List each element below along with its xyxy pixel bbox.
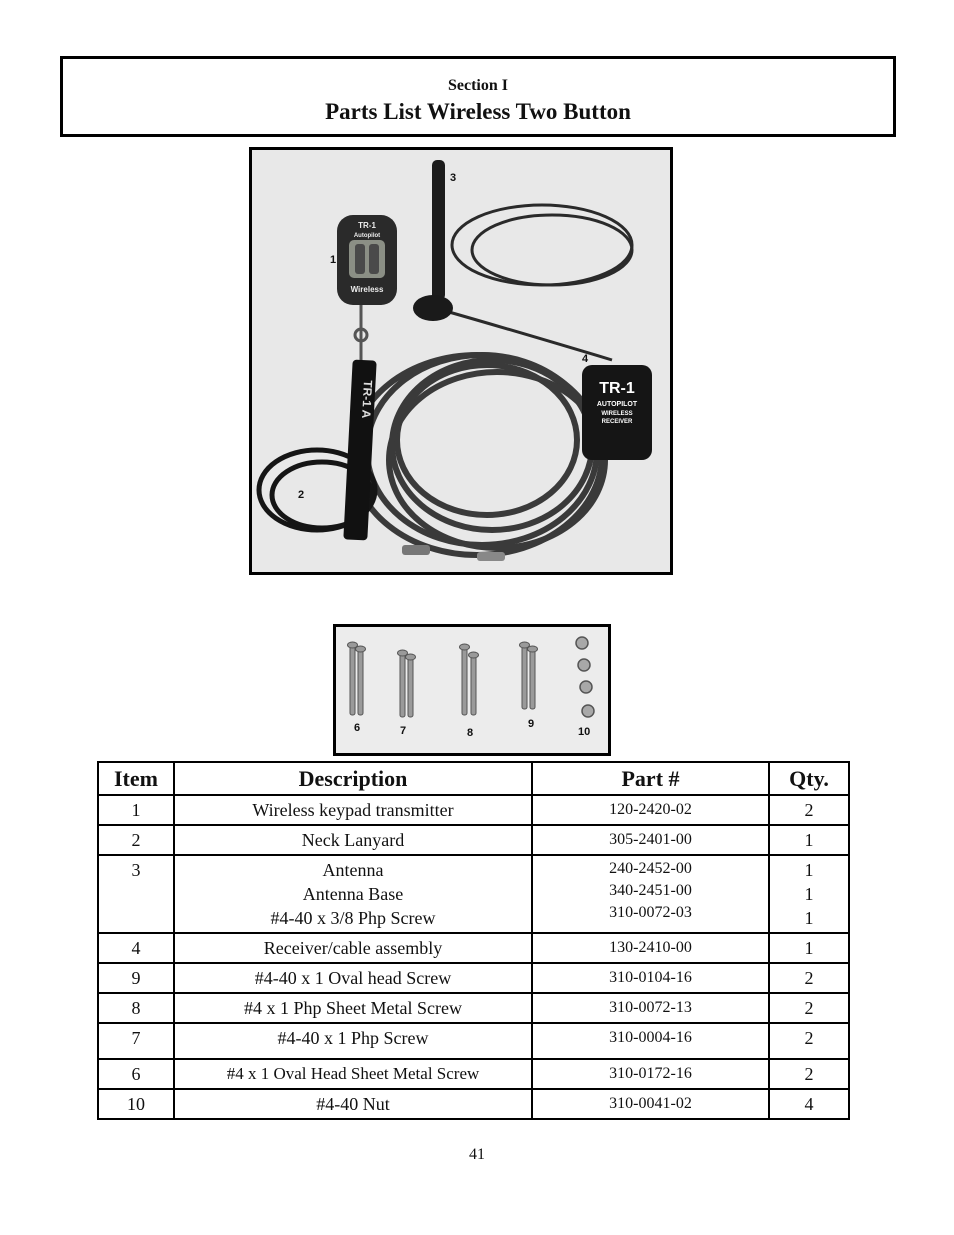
qty-cell: 2 (769, 993, 849, 1023)
description-cell: Receiver/cable assembly (174, 933, 532, 963)
table-row (98, 1059, 849, 1089)
table-row (98, 993, 849, 1023)
receiver-line1: AUTOPILOT (596, 401, 638, 408)
callout-3: 3 (450, 172, 457, 184)
receiver-brand: TR-1 (599, 380, 635, 397)
item-cell: 2 (98, 825, 174, 855)
section-label: Section I (448, 77, 508, 94)
description-cell: #4-40 x 1 Oval head Screw (174, 963, 532, 993)
hw-callout-6: 6 (354, 722, 361, 734)
description-cell: #4 x 1 Oval Head Sheet Metal Screw (174, 1059, 532, 1089)
description-line: #4-40 x 3/8 Php Screw (270, 908, 436, 928)
hw-callout-8: 8 (467, 727, 474, 739)
table-header-row (98, 762, 849, 795)
lanyard-print: TR-1 A (359, 379, 375, 419)
part-number-line: 310-0072-03 (609, 904, 692, 921)
qty-line: 1 (804, 884, 814, 904)
part-number-cell: 305-2401-00 (532, 825, 769, 855)
column-header-part: Part # (532, 762, 769, 795)
description-cell: #4-40 x 1 Php Screw (174, 1023, 532, 1059)
parts-table (97, 761, 850, 1120)
part-number-cell: 310-0072-13 (532, 993, 769, 1023)
qty-line: 1 (804, 908, 814, 928)
keypad-line2: Wireless (350, 285, 384, 294)
part-number-cell: 120-2420-02 (532, 795, 769, 825)
callout-1: 1 (330, 254, 337, 266)
description-cell: Neck Lanyard (174, 825, 532, 855)
qty-cell: 2 (769, 1059, 849, 1089)
item-cell: 7 (98, 1023, 174, 1059)
column-header-description: Description (174, 762, 532, 795)
qty-cell: 2 (769, 963, 849, 993)
item-cell: 8 (98, 993, 174, 1023)
hw-callout-9: 9 (528, 718, 535, 730)
description-cell: #4-40 Nut (174, 1089, 532, 1119)
qty-cell: 2 (769, 795, 849, 825)
part-number-cell: 310-0041-02 (532, 1089, 769, 1119)
page-number: 41 (469, 1146, 485, 1163)
hw-callout-7: 7 (400, 725, 407, 737)
part-number-cell: 310-0004-16 (532, 1023, 769, 1059)
table-row (98, 933, 849, 963)
item-cell: 6 (98, 1059, 174, 1089)
table-row (98, 963, 849, 993)
keypad-line1: Autopilot (353, 233, 381, 239)
hardware-photo (333, 624, 611, 756)
qty-cell (769, 855, 849, 933)
table-row (98, 825, 849, 855)
table-row (98, 1089, 849, 1119)
item-cell: 3 (98, 855, 174, 933)
item-cell: 9 (98, 963, 174, 993)
receiver-line3: RECEIVER (601, 419, 633, 425)
item-cell: 10 (98, 1089, 174, 1119)
callout-2: 2 (298, 489, 305, 501)
qty-cell: 4 (769, 1089, 849, 1119)
description-cell: Wireless keypad transmitter (174, 795, 532, 825)
part-number-cell (532, 855, 769, 933)
qty-cell: 1 (769, 933, 849, 963)
item-cell: 4 (98, 933, 174, 963)
parts-photo (249, 147, 673, 575)
qty-cell: 1 (769, 825, 849, 855)
qty-cell: 2 (769, 1023, 849, 1059)
column-header-item: Item (98, 762, 174, 795)
description-line: Antenna (322, 860, 384, 880)
keypad-brand: TR-1 (358, 221, 376, 230)
table-row (98, 795, 849, 825)
section-header-box (60, 56, 896, 137)
part-number-line: 240-2452-00 (609, 860, 692, 877)
part-number-line: 340-2451-00 (609, 882, 692, 899)
hardware-photo-illustration (336, 627, 608, 753)
column-header-qty: Qty. (769, 762, 849, 795)
callout-4: 4 (582, 353, 589, 365)
description-line: Antenna Base (302, 884, 404, 904)
description-cell (174, 855, 532, 933)
hw-callout-10: 10 (578, 726, 591, 738)
part-number-cell: 310-0104-16 (532, 963, 769, 993)
part-number-cell: 130-2410-00 (532, 933, 769, 963)
receiver-line2: WIRELESS (601, 411, 633, 417)
page-title: Parts List Wireless Two Button (325, 99, 631, 124)
item-cell: 1 (98, 795, 174, 825)
description-cell: #4 x 1 Php Sheet Metal Screw (174, 993, 532, 1023)
part-number-cell: 310-0172-16 (532, 1059, 769, 1089)
table-row (98, 855, 849, 933)
qty-line: 1 (804, 860, 814, 880)
table-row (98, 1023, 849, 1059)
parts-photo-illustration (252, 150, 670, 572)
